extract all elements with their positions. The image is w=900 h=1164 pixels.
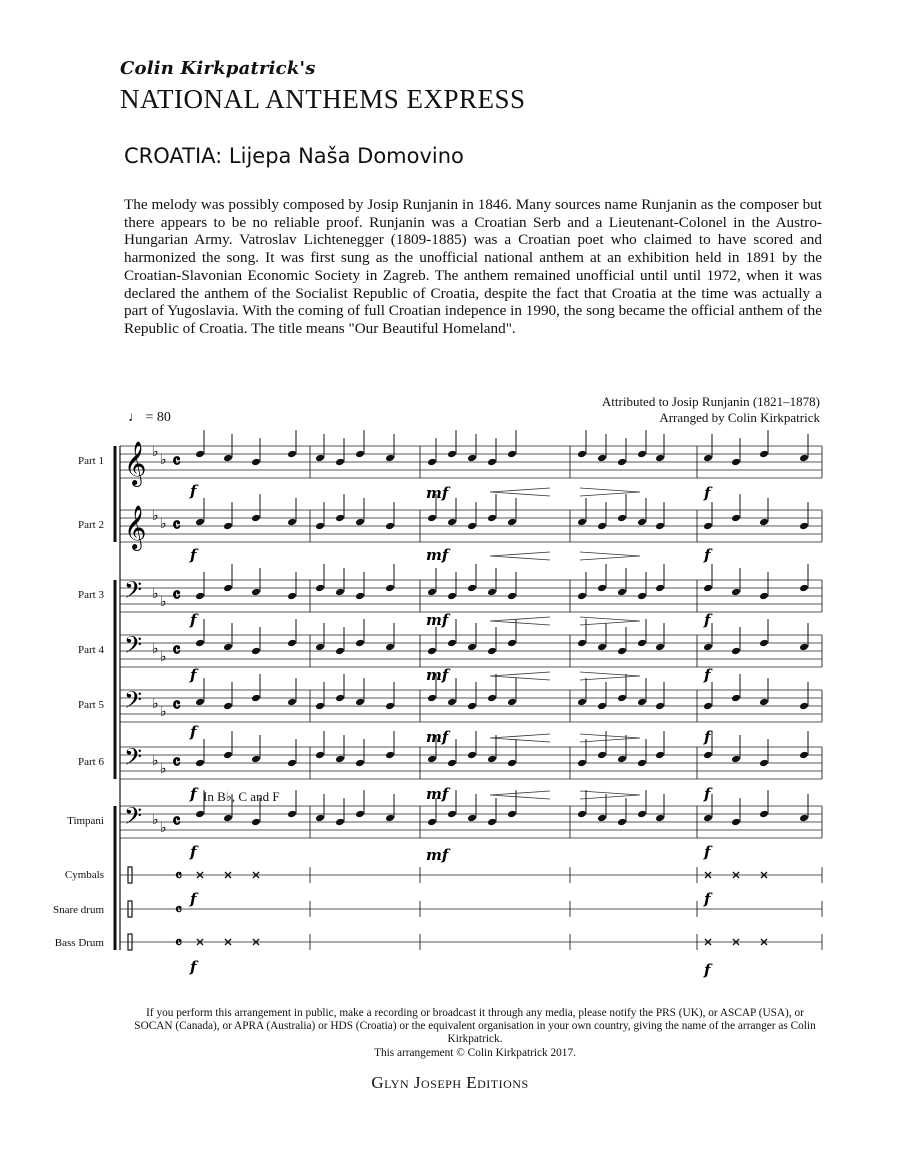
key-signature-flat-icon: ♭ — [152, 812, 159, 828]
notehead — [577, 698, 587, 707]
key-signature-flat-icon: ♭ — [160, 761, 167, 777]
notehead — [507, 592, 517, 601]
notehead — [637, 518, 647, 527]
part-label-4: Part 4 — [78, 644, 104, 656]
key-signature-flat-icon: ♭ — [152, 753, 159, 769]
brand-title: Colin Kirkpatrick's — [120, 58, 316, 79]
notehead — [251, 755, 261, 764]
part-label-cymbals: Cymbals — [64, 869, 104, 881]
dynamic-marking: f — [704, 890, 711, 908]
notehead — [759, 592, 769, 601]
notehead — [335, 588, 345, 597]
dynamic-marking: mf — [426, 846, 449, 864]
part-label-timpani: Timpani — [67, 815, 104, 827]
notehead — [759, 698, 769, 707]
notehead — [577, 450, 587, 459]
dynamic-marking: f — [704, 484, 711, 502]
notehead — [315, 643, 325, 652]
notehead — [637, 759, 647, 768]
treble-clef-icon: 𝄞 — [124, 505, 147, 549]
notehead — [223, 702, 233, 711]
notehead — [731, 694, 741, 703]
intro-paragraph: The melody was possibly composed by Josip Runjanin in 1846. Many sources name Runjanin as the composer but there appears to be no reliable proof. Runjanin was a Croatian Serb and a Lieutenant-Colonel in the Austro-Hungarian Army. Vatroslav Lichtenegger (1809-1885) was a Croatian poet who claimed to have scored and harmonized the song. It was first sung as the unofficial national anthem at an exhibition held in 1891 by the Croatian-Slavonian Economic Society in Zagreb. The anthem remained unofficial until until 1972, when it was declared the anthem of the Socialist Republic of Croatia, despite the fact that Croatia at the time was actually a part of Yugoslavia. With the coming of full Croatian indepence in 1990, the song became the official anthem of the Republic of Croatia. The title means "Our Beautiful Homeland". — [124, 196, 822, 337]
crescendo-hairpin — [490, 672, 550, 680]
crescendo-hairpin — [490, 552, 550, 560]
notehead — [731, 818, 741, 827]
notehead — [799, 702, 809, 711]
notehead — [355, 759, 365, 768]
timpani-tuning-note: In B♭, C and F — [203, 789, 280, 804]
notehead — [759, 810, 769, 819]
tempo-value: = 80 — [145, 410, 171, 425]
notehead — [223, 814, 233, 823]
key-signature-flat-icon: ♭ — [160, 704, 167, 720]
notehead — [577, 810, 587, 819]
composer-credit: Attributed to Josip Runjanin (1821–1878) — [601, 394, 820, 409]
notehead — [427, 818, 437, 827]
notehead — [315, 702, 325, 711]
notehead — [467, 751, 477, 760]
key-signature-flat-icon: ♭ — [152, 586, 159, 602]
notehead — [385, 814, 395, 823]
notehead — [759, 639, 769, 648]
dynamic-marking: f — [190, 546, 197, 564]
decrescendo-hairpin — [580, 734, 640, 742]
notehead — [597, 584, 607, 593]
notehead — [355, 810, 365, 819]
dynamic-marking: mf — [426, 611, 449, 629]
notehead — [731, 647, 741, 656]
notehead — [195, 810, 205, 819]
common-time-icon: 𝄴 — [172, 638, 181, 662]
key-signature-flat-icon: ♭ — [152, 508, 159, 524]
notehead — [507, 698, 517, 707]
common-time-icon: 𝄴 — [172, 750, 181, 774]
common-time-icon: 𝄴 — [175, 900, 183, 919]
notehead — [385, 454, 395, 463]
notehead — [617, 588, 627, 597]
common-time-icon: 𝄴 — [172, 583, 181, 607]
bass-clef-icon: 𝄢 — [124, 743, 143, 776]
part-label-5: Part 5 — [78, 699, 104, 711]
notehead — [637, 450, 647, 459]
dynamic-marking: f — [704, 785, 711, 803]
dynamic-marking: f — [704, 546, 711, 564]
notehead — [487, 588, 497, 597]
notehead — [287, 592, 297, 601]
notehead — [427, 755, 437, 764]
common-time-icon: 𝄴 — [172, 449, 181, 473]
notehead — [487, 755, 497, 764]
notehead — [597, 751, 607, 760]
notehead — [577, 759, 587, 768]
notehead — [355, 592, 365, 601]
notehead — [637, 698, 647, 707]
notehead — [287, 518, 297, 527]
notehead — [195, 639, 205, 648]
notehead — [195, 518, 205, 527]
notehead — [315, 522, 325, 531]
notehead — [799, 454, 809, 463]
notehead — [447, 698, 457, 707]
notehead — [355, 639, 365, 648]
key-signature-flat-icon: ♭ — [152, 641, 159, 657]
notehead — [467, 702, 477, 711]
notehead — [799, 643, 809, 652]
notehead — [655, 643, 665, 652]
key-signature-flat-icon: ♭ — [160, 649, 167, 665]
key-signature-flat-icon: ♭ — [160, 820, 167, 836]
dynamic-marking: f — [704, 843, 711, 861]
bass-clef-icon: 𝄢 — [124, 631, 143, 664]
notehead — [577, 518, 587, 527]
notehead — [731, 458, 741, 467]
notehead — [251, 818, 261, 827]
notehead — [315, 751, 325, 760]
crescendo-hairpin — [490, 791, 550, 799]
notehead — [335, 458, 345, 467]
bass-clef-icon: 𝄢 — [124, 576, 143, 609]
notehead — [655, 454, 665, 463]
dynamic-marking: f — [704, 666, 711, 684]
notehead — [487, 514, 497, 523]
notehead — [655, 751, 665, 760]
notehead — [703, 454, 713, 463]
notehead — [703, 522, 713, 531]
notehead — [287, 810, 297, 819]
publisher-name: Glyn Joseph Editions — [371, 1073, 529, 1092]
notehead — [287, 639, 297, 648]
key-signature-flat-icon: ♭ — [160, 516, 167, 532]
notehead — [617, 514, 627, 523]
dynamic-marking: mf — [426, 546, 449, 564]
notehead — [487, 647, 497, 656]
common-time-icon: 𝄴 — [175, 933, 183, 952]
crescendo-hairpin — [490, 734, 550, 742]
dynamic-marking: f — [704, 961, 711, 979]
notehead — [703, 584, 713, 593]
treble-clef-icon: 𝄞 — [124, 441, 147, 485]
notehead — [335, 514, 345, 523]
notehead — [251, 458, 261, 467]
notehead — [617, 755, 627, 764]
notehead — [597, 814, 607, 823]
notehead — [507, 518, 517, 527]
notehead — [617, 694, 627, 703]
notehead — [315, 454, 325, 463]
notehead — [427, 514, 437, 523]
notehead — [507, 759, 517, 768]
dynamic-marking: f — [190, 890, 197, 908]
notehead — [487, 694, 497, 703]
notehead — [507, 810, 517, 819]
arranger-credit: Arranged by Colin Kirkpatrick — [659, 410, 820, 425]
notehead — [251, 514, 261, 523]
notehead — [447, 759, 457, 768]
notehead — [223, 522, 233, 531]
notehead — [759, 518, 769, 527]
dynamic-marking: mf — [426, 728, 449, 746]
dynamic-marking: f — [704, 611, 711, 629]
notehead — [655, 814, 665, 823]
notehead — [655, 522, 665, 531]
series-title: NATIONAL ANTHEMS EXPRESS — [120, 84, 526, 114]
common-time-icon: 𝄴 — [172, 513, 181, 537]
notehead — [287, 759, 297, 768]
dynamic-marking: f — [190, 785, 197, 803]
notehead — [335, 647, 345, 656]
bass-clef-icon: 𝄢 — [124, 802, 143, 835]
decrescendo-hairpin — [580, 488, 640, 496]
notehead — [195, 759, 205, 768]
notehead — [251, 694, 261, 703]
notehead — [759, 450, 769, 459]
part-label-6: Part 6 — [78, 756, 104, 768]
notehead — [577, 639, 587, 648]
notehead — [731, 588, 741, 597]
notehead — [703, 751, 713, 760]
notehead — [487, 818, 497, 827]
notehead — [427, 588, 437, 597]
notehead — [617, 818, 627, 827]
quarter-note-icon: ♩ — [128, 410, 142, 425]
dynamic-marking: mf — [426, 666, 449, 684]
dynamic-marking: f — [190, 482, 197, 500]
decrescendo-hairpin — [580, 672, 640, 680]
notehead — [507, 450, 517, 459]
common-time-icon: 𝄴 — [172, 693, 181, 717]
notehead — [223, 584, 233, 593]
notehead — [467, 454, 477, 463]
crescendo-hairpin — [490, 617, 550, 625]
key-signature-flat-icon: ♭ — [160, 594, 167, 610]
bass-clef-icon: 𝄢 — [124, 686, 143, 719]
notehead — [617, 458, 627, 467]
decrescendo-hairpin — [580, 617, 640, 625]
notehead — [637, 639, 647, 648]
notehead — [385, 643, 395, 652]
notehead — [597, 454, 607, 463]
notehead — [799, 751, 809, 760]
notehead — [703, 643, 713, 652]
dynamic-marking: f — [190, 666, 197, 684]
notehead — [335, 818, 345, 827]
notehead — [223, 643, 233, 652]
notehead — [315, 584, 325, 593]
notehead — [617, 647, 627, 656]
notehead — [447, 639, 457, 648]
part-label-snare: Snare drum — [52, 904, 104, 916]
notehead — [287, 698, 297, 707]
part-label-1: Part 1 — [78, 455, 104, 467]
dynamic-marking: f — [704, 728, 711, 746]
notehead — [703, 702, 713, 711]
notehead — [385, 522, 395, 531]
notehead — [447, 592, 457, 601]
notehead — [195, 450, 205, 459]
dynamic-marking: f — [190, 958, 197, 976]
crescendo-hairpin — [490, 488, 550, 496]
notehead — [427, 647, 437, 656]
notehead — [427, 458, 437, 467]
notehead — [287, 450, 297, 459]
notehead — [799, 584, 809, 593]
notehead — [467, 584, 477, 593]
notehead — [315, 814, 325, 823]
notehead — [251, 588, 261, 597]
notehead — [447, 518, 457, 527]
notehead — [447, 450, 457, 459]
notehead — [355, 450, 365, 459]
dynamic-marking: f — [190, 723, 197, 741]
notehead — [447, 810, 457, 819]
notehead — [223, 751, 233, 760]
key-signature-flat-icon: ♭ — [152, 696, 159, 712]
notehead — [637, 810, 647, 819]
notehead — [597, 643, 607, 652]
decrescendo-hairpin — [580, 791, 640, 799]
notehead — [385, 584, 395, 593]
notehead — [467, 522, 477, 531]
notehead — [597, 702, 607, 711]
notehead — [467, 643, 477, 652]
dynamic-marking: mf — [426, 484, 449, 502]
key-signature-flat-icon: ♭ — [160, 452, 167, 468]
performance-notice-text: If you perform this arrangement in public, make a recording or broadcast it through any media, please notify the PRS (UK), or ASCAP (USA), or SOCAN (Canada), or APRA (Australia) or HDS (Croatia) or the equivalent organisation in your own country, giving the name of the arranger as Colin Kirkpatrick. — [134, 1007, 816, 1046]
dynamic-marking: f — [190, 611, 197, 629]
decrescendo-hairpin — [580, 552, 640, 560]
notehead — [655, 702, 665, 711]
notehead — [731, 755, 741, 764]
dynamic-marking: mf — [426, 785, 449, 803]
notehead — [467, 814, 477, 823]
notehead — [251, 647, 261, 656]
notehead — [637, 592, 647, 601]
dynamic-marking: f — [190, 843, 197, 861]
part-label-bass-drum: Bass Drum — [54, 937, 104, 949]
notehead — [385, 751, 395, 760]
piece-title: CROATIA: Lijepa Naša Domovino — [124, 144, 464, 168]
notehead — [487, 458, 497, 467]
notehead — [335, 694, 345, 703]
notehead — [597, 522, 607, 531]
part-label-3: Part 3 — [78, 589, 104, 601]
notehead — [799, 522, 809, 531]
key-signature-flat-icon: ♭ — [152, 444, 159, 460]
notehead — [703, 814, 713, 823]
notehead — [655, 584, 665, 593]
notehead — [355, 518, 365, 527]
copyright-text: This arrangement © Colin Kirkpatrick 2017. — [374, 1046, 576, 1059]
notehead — [427, 694, 437, 703]
notehead — [355, 698, 365, 707]
common-time-icon: 𝄴 — [175, 866, 183, 885]
performance-notice — [130, 1007, 820, 1060]
notehead — [577, 592, 587, 601]
notehead — [799, 814, 809, 823]
notehead — [195, 698, 205, 707]
part-label-2: Part 2 — [78, 519, 104, 531]
common-time-icon: 𝄴 — [172, 809, 181, 833]
notehead — [223, 454, 233, 463]
notehead — [335, 755, 345, 764]
notehead — [195, 592, 205, 601]
notehead — [507, 639, 517, 648]
notehead — [385, 702, 395, 711]
notehead — [731, 514, 741, 523]
notehead — [759, 759, 769, 768]
